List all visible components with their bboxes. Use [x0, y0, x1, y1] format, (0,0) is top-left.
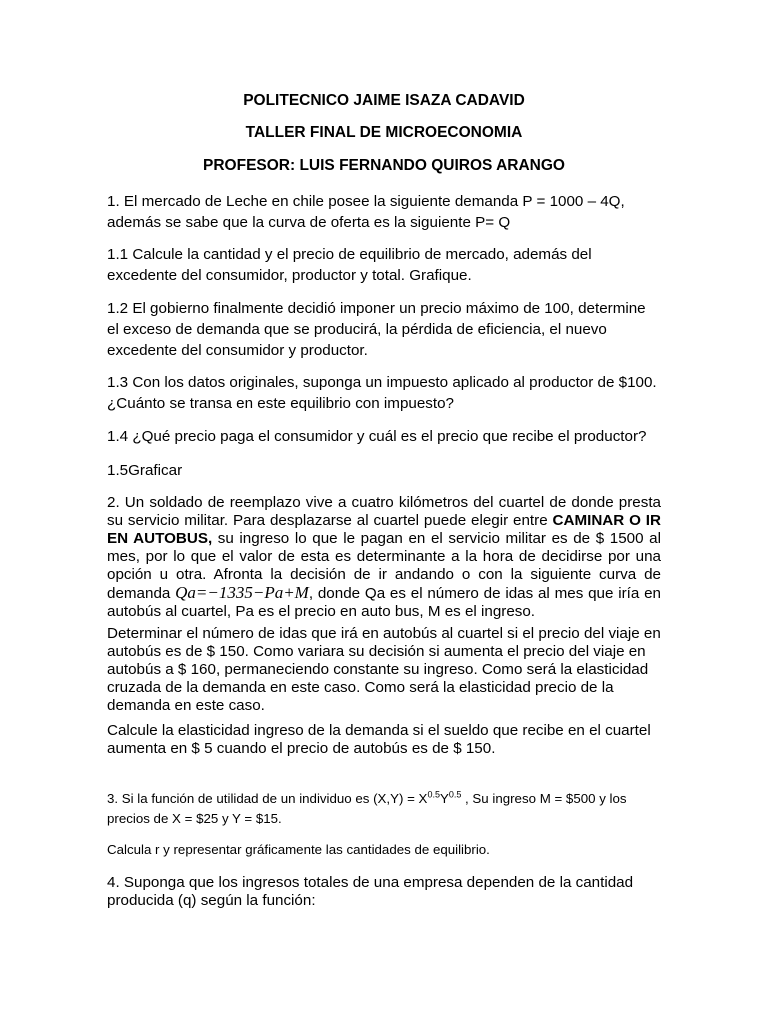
exponent-y: 0.5 — [448, 789, 462, 800]
question-3-text-a: 3. Si la función de utilidad de un individuo es (X,Y) = X — [107, 791, 428, 806]
question-1-3: 1.3 Con los datos originales, suponga un impuesto aplicado al productor de $100. ¿Cuánto se transa en este equilibrio con impuesto? — [107, 374, 657, 412]
question-2-bold-options: CAMINAR O IR EN AUTOBUS, — [107, 512, 661, 547]
question-2-determine: Determinar el número de idas que irá en autobús al cuartel si el precio del viaje en autobús es de $ 150. Como variara su decisión si aumenta el precio del viaje en autobús a $ 160, permaneciendo constante su ingreso. Como será la elasticidad cruzada de la demanda en este caso. Como será la elasticidad precio de la demanda en este caso. — [107, 625, 661, 714]
question-1-5: 1.5Graficar — [107, 462, 183, 479]
question-2-text-c: , donde Qa es el número de idas al mes que iría en autobús al cuartel, Pa es el precio en auto bus, M es el ingreso. — [107, 585, 661, 620]
question-3-instruction: Calcula r y representar gráficamente las cantidades de equilibrio. — [107, 842, 490, 857]
demand-formula: Qa=−1335−Pa+M — [175, 583, 309, 602]
question-2 — [107, 494, 661, 621]
question-2-income-elasticity: Calcule la elasticidad ingreso de la demanda si el sueldo que recibe en el cuartel aumenta en $ 5 cuando el precio de autobús es de $ 150. — [107, 722, 651, 757]
question-3 — [107, 789, 661, 829]
question-1-2: 1.2 El gobierno finalmente decidió imponer un precio máximo de 100, determine el exceso de demanda que se producirá, la pérdida de eficiencia, el nuevo excedente del consumidor y productor. — [107, 300, 646, 359]
question-4: 4. Suponga que los ingresos totales de una empresa dependen de la cantidad producida (q) según la función: — [107, 874, 634, 909]
question-1-intro: 1. El mercado de Leche en chile posee la siguiente demanda P = 1000 – 4Q, además se sabe que la curva de oferta es la siguiente P= Q — [107, 193, 625, 231]
institution-title: POLITECNICO JAIME ISAZA CADAVID — [243, 92, 525, 109]
course-title: TALLER FINAL DE MICROECONOMIA — [245, 124, 523, 141]
question-3-text-c: , Su ingreso M = $500 y los precios de X = $25 y Y = $15. — [107, 791, 627, 826]
question-2-text-b: su ingreso lo que le pagan en el servicio militar es de $ 1500 al mes, por lo que el valor de esta es determinante a la hora de decidirse por una opción u otra. Afronta la decisión de ir andando o con la siguiente curva de demanda — [107, 530, 661, 602]
question-2-text-a: 2. Un soldado de reemplazo vive a cuatro kilómetros del cuartel de donde presta su servicio militar. Para desplazarse al cuartel puede elegir entre — [107, 494, 661, 529]
question-3-text-b: Y — [439, 791, 449, 806]
question-1-1: 1.1 Calcule la cantidad y el precio de equilibrio de mercado, además del excedente del consumidor, productor y total. Grafique. — [107, 246, 592, 284]
question-1-4: 1.4 ¿Qué precio paga el consumidor y cuál es el precio que recibe el productor? — [107, 428, 647, 445]
exponent-x: 0.5 — [427, 789, 440, 800]
professor-title: PROFESOR: LUIS FERNANDO QUIROS ARANGO — [203, 157, 565, 174]
